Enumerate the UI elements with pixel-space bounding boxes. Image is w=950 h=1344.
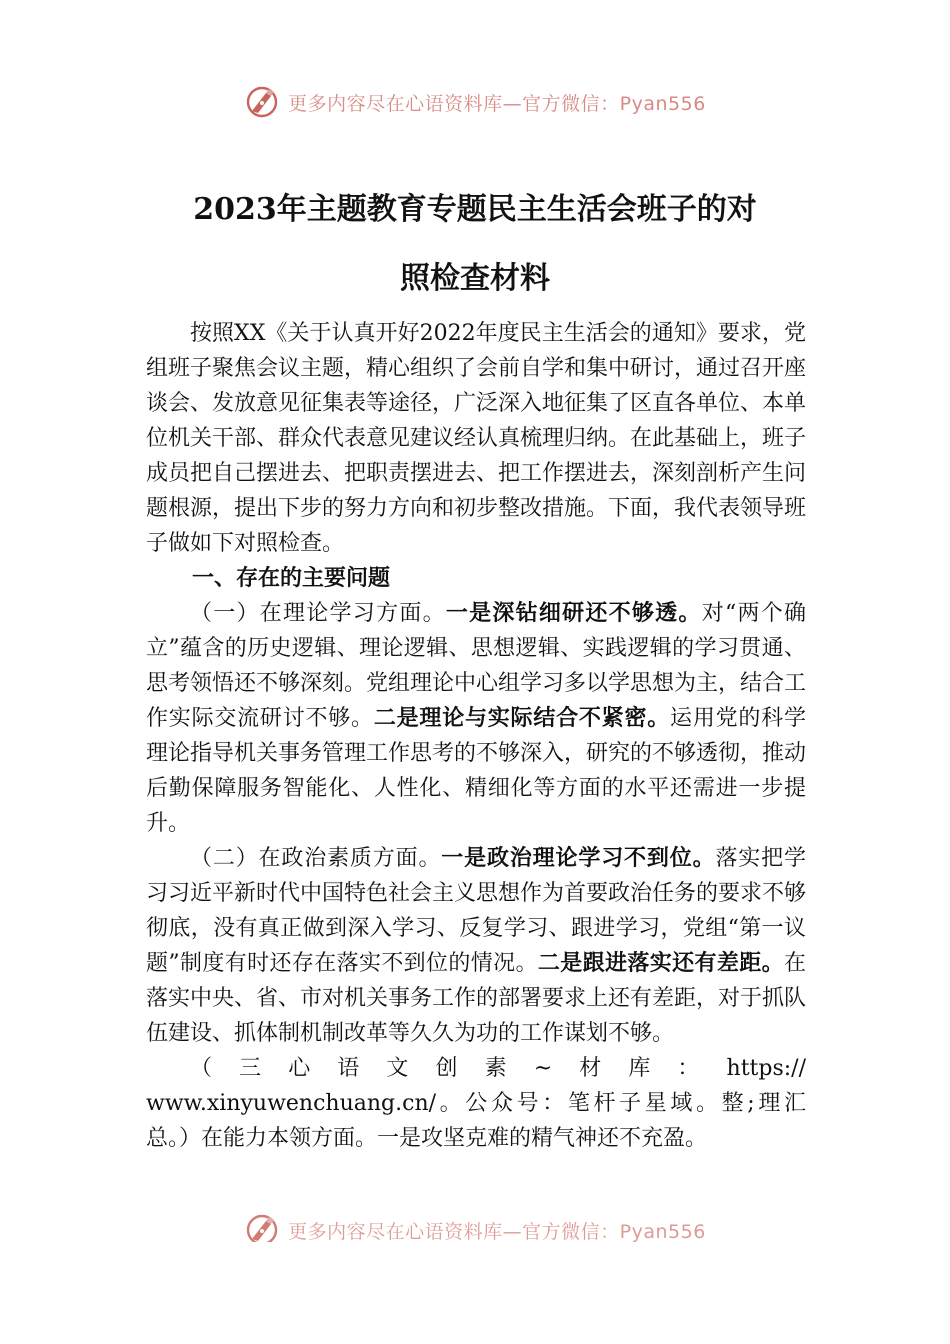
point-text-2: 运用党的科学理论指导机关事务管理工作思考的不够深入，研究的不够透彻，推动后勤保障服务智能化、人性化、精细化等方面的水平还需进一步提升。 — [146, 706, 807, 836]
paragraph-political-quality — [146, 841, 806, 1051]
bold-point-2: 二是理论与实际结合不紧密。 — [373, 705, 671, 731]
point-text-1: 落实把学习习近平新时代中国特色社会主义思想作为首要政治任务的要求不够彻底，没有真正做到深入学习、反复学习、跟进学习，党组“第一议题”制度有时还存在落实不到位的情况。 — [146, 846, 807, 976]
pen-nib-logo-icon — [244, 84, 280, 120]
banner-text: 更多内容尽在心语资料库—官方微信：Pyan556 — [288, 1220, 706, 1242]
bold-point-1: 一是政治理论学习不到位。 — [441, 845, 716, 871]
section-heading: 一、存在的主要问题 — [192, 565, 391, 591]
paragraph-lead: （一）在理论学习方面。 — [190, 601, 446, 626]
bold-point-1: 一是深钻细研还不够透。 — [445, 600, 702, 626]
paragraph-ability-line-1: （三心语文创素~材库：https:// — [190, 1056, 806, 1081]
header-banner — [0, 82, 950, 122]
pen-nib-logo-icon — [244, 1212, 280, 1242]
paragraph-lead: （二）在政治素质方面。 — [190, 846, 442, 871]
paragraph-theory-study — [146, 596, 806, 841]
point-text-1: 对“两个确立”蕴含的历史逻辑、理论逻辑、思想逻辑、实践逻辑的学习贯通、思考领悟还不够深刻。党组理论中心组学习多以学思想为主，结合工作实际交流研讨不够。 — [146, 601, 807, 731]
document-title-line-2: 照检查材料 — [400, 261, 550, 296]
bold-point-2: 二是跟进落实还有差距。 — [537, 950, 784, 976]
document-title-line-1: 2023年主题教育专题民主生活会班子的对 — [193, 192, 757, 227]
footer-banner — [0, 1206, 950, 1242]
intro-paragraph: 按照XX《关于认真开好2022年度民主生活会的通知》要求，党组班子聚焦会议主题，精心组织了会前自学和集中研讨，通过召开座谈会、发放意见征集表等途径，广泛深入地征集了区直各单位、本单位机关干部、群众代表意见建议经认真梳理归纳。在此基础上，班子成员把自己摆进去、把职责摆进去、把工作摆进去，深刻剖析产生问题根源，提出下步的努力方向和初步整改措施。下面，我代表领导班子做如下对照检查。 — [146, 321, 807, 556]
point-text-2: 在落实中央、省、市对机关事务工作的部署要求上还有差距，对于抓队伍建设、抓体制机制改革等久久为功的工作谋划不够。 — [146, 951, 807, 1046]
paragraph-ability-line-2: www.xinyuwenchuang.cn/。公众号：笔杆子星域。整;理汇 — [146, 1091, 806, 1116]
document-body — [146, 316, 806, 1156]
paragraph-ability-line-3: 总。）在能力本领方面。一是攻坚克难的精气神还不充盈。 — [146, 1126, 708, 1151]
banner-text: 更多内容尽在心语资料库—官方微信：Pyan556 — [288, 92, 706, 115]
